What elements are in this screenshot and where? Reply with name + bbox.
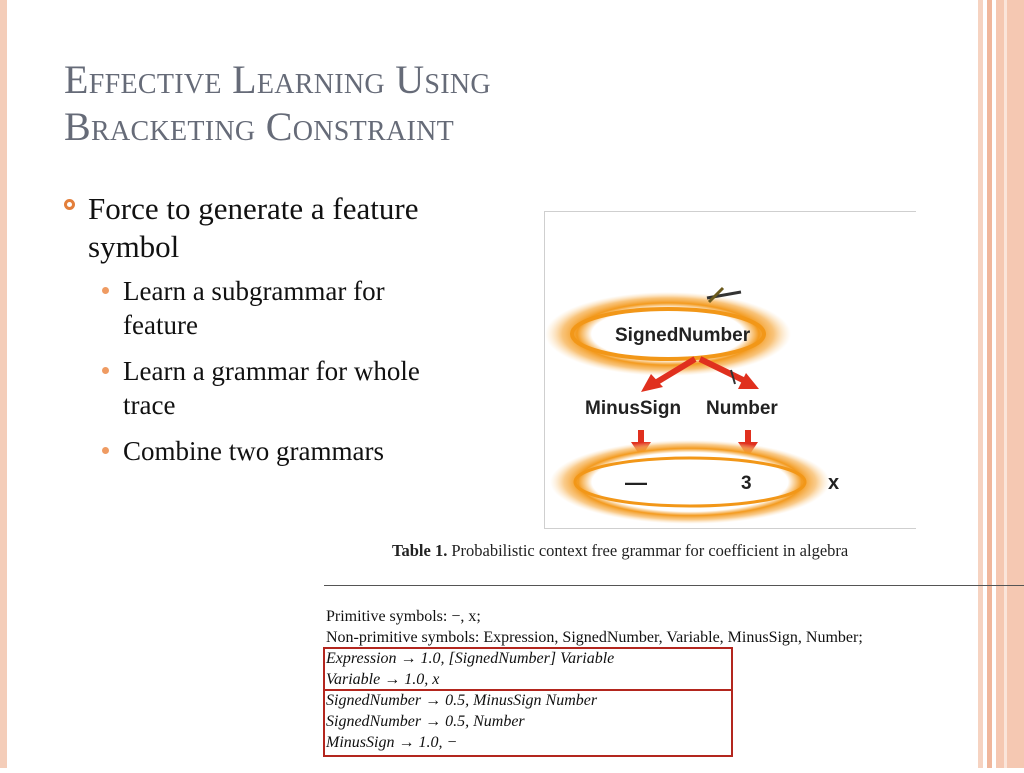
sub-bullet-text: Learn a grammar for whole trace [123,356,420,420]
table-caption-text: Probabilistic context free grammar for coefficient in algebra [451,541,849,560]
grammar-rule: MinusSign → 1.0, − [326,734,458,751]
sub-bullet-list [102,274,444,468]
sub-bullet [102,274,444,342]
sub-bullet-text: Learn a subgrammar for feature [123,276,385,340]
slide-title [64,56,684,150]
leaf-node-highlight [550,440,830,524]
grammar-rule: SignedNumber → 0.5, MinusSign Number [326,692,598,709]
signednumber-rules-highlight-box [323,689,733,757]
right-decorative-stripes [978,0,1024,768]
table-caption-label: Table 1. [392,541,448,560]
child-node-minussign: MinusSign [585,398,682,419]
slide-title-line-1: Effective Learning Using [64,57,491,102]
root-node-label: SignedNumber [615,325,751,346]
primitive-symbols-line: Primitive symbols: −, x; [326,608,481,625]
parse-tree-figure [544,211,916,529]
non-primitive-symbols-line: Non-primitive symbols: Expression, SignedNumber, Variable, MinusSign, Number; [326,629,863,646]
bullet-main-text: Force to generate a feature symbol [88,191,419,264]
slide-title-line-2: Bracketing Constraint [64,104,455,149]
sub-bullet [102,434,444,468]
bullet-dot-icon [102,287,109,294]
bullet-list [64,190,444,480]
leaf-variable-symbol: x [828,472,840,494]
bullet-dot-icon [102,447,109,454]
child-node-number: Number [706,398,778,419]
grammar-rule: Expression → 1.0, [SignedNumber] Variable [326,650,615,667]
leaf-minus-symbol: — [625,470,647,495]
sub-bullet-text: Combine two grammars [123,436,384,466]
left-decorative-stripe [0,0,7,768]
expression-rules-highlight-box [323,647,733,691]
bullet-ring-icon [64,199,75,210]
grammar-rule: SignedNumber → 0.5, Number [326,713,525,730]
sub-bullet [102,354,444,422]
bullet-main [64,190,444,266]
grammar-rule: Variable → 1.0, x [326,671,440,688]
table-top-rule [324,585,1024,586]
table-caption [392,541,848,561]
bullet-dot-icon [102,367,109,374]
leaf-number-symbol: 3 [741,473,752,494]
